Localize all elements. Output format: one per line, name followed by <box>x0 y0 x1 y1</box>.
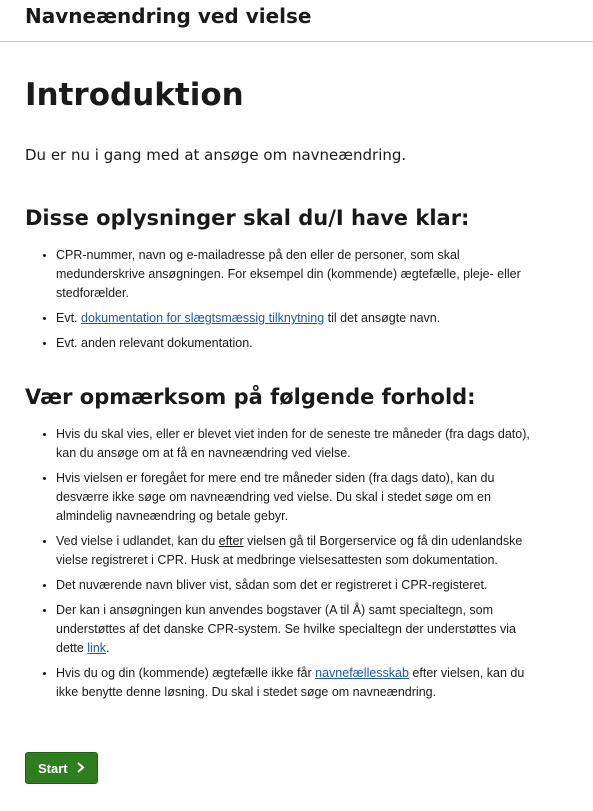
list-item: Hvis vielsen er foregået for mere end tre måneder siden (fra dags dato), kan du desværre ikke søge om navneændring ved vielse. Du skal i stedet søge om en almindelig navneændring og betale gebyr. <box>43 469 546 526</box>
section-heading-requirements: Disse oplysninger skal du/I have klar: <box>25 206 470 230</box>
list-item: CPR-nummer, navn og e-mailadresse på den eller de personer, som skal medunderskrive ansøgningen. For eksempel din (kommende) ægtefælle, pleje- eller stedforælder. <box>43 246 546 303</box>
list-item: Hvis du skal vies, eller er blevet viet inden for de seneste tre måneder (fra dags dato), kan du ansøge om at få en navneændring ved vielse. <box>43 425 546 463</box>
special-characters-link[interactable]: link <box>87 641 107 655</box>
list-item: Det nuværende navn bliver vist, sådan som det er registreret i CPR-registeret. <box>43 576 546 595</box>
section-heading-conditions: Vær opmærksom på følgende forhold: <box>25 385 476 409</box>
page-title: Introduktion <box>25 77 244 113</box>
start-button[interactable] <box>25 752 98 784</box>
top-bar <box>0 0 593 42</box>
chevron-right-icon <box>76 761 85 775</box>
app-title: Navneændring ved vielse <box>25 4 312 28</box>
start-button-label: Start <box>38 760 68 776</box>
list-item: Evt. dokumentation for slægtsmæssig tilknytning til det ansøgte navn. <box>43 309 546 328</box>
requirements-list <box>25 246 568 353</box>
list-item: Der kan i ansøgningen kun anvendes bogstaver (A til Å) samt specialtegn, som understøttes af det danske CPR-system. Se hvilke specialtegn der understøttes via dette link. <box>43 601 546 658</box>
name-community-link[interactable]: navnefællesskab <box>315 666 409 680</box>
emphasis-after: efter <box>218 534 244 548</box>
list-item: Ved vielse i udlandet, kan du efter vielsen gå til Borgerservice og få din udenlandske vielse registreret i CPR. Husk at medbringe vielsesattesten som dokumentation. <box>43 532 546 570</box>
main-content <box>0 75 593 784</box>
kinship-documentation-link[interactable]: dokumentation for slægtsmæssig tilknytning <box>81 311 325 325</box>
conditions-list <box>25 425 568 702</box>
list-item: Hvis du og din (kommende) ægtefælle ikke får navnefællesskab efter vielsen, kan du ikke benytte denne løsning. Du skal i stedet søge om navneændring. <box>43 664 546 702</box>
intro-text: Du er nu i gang med at ansøge om navneændring. <box>25 146 407 164</box>
list-item: Evt. anden relevant dokumentation. <box>43 334 546 353</box>
